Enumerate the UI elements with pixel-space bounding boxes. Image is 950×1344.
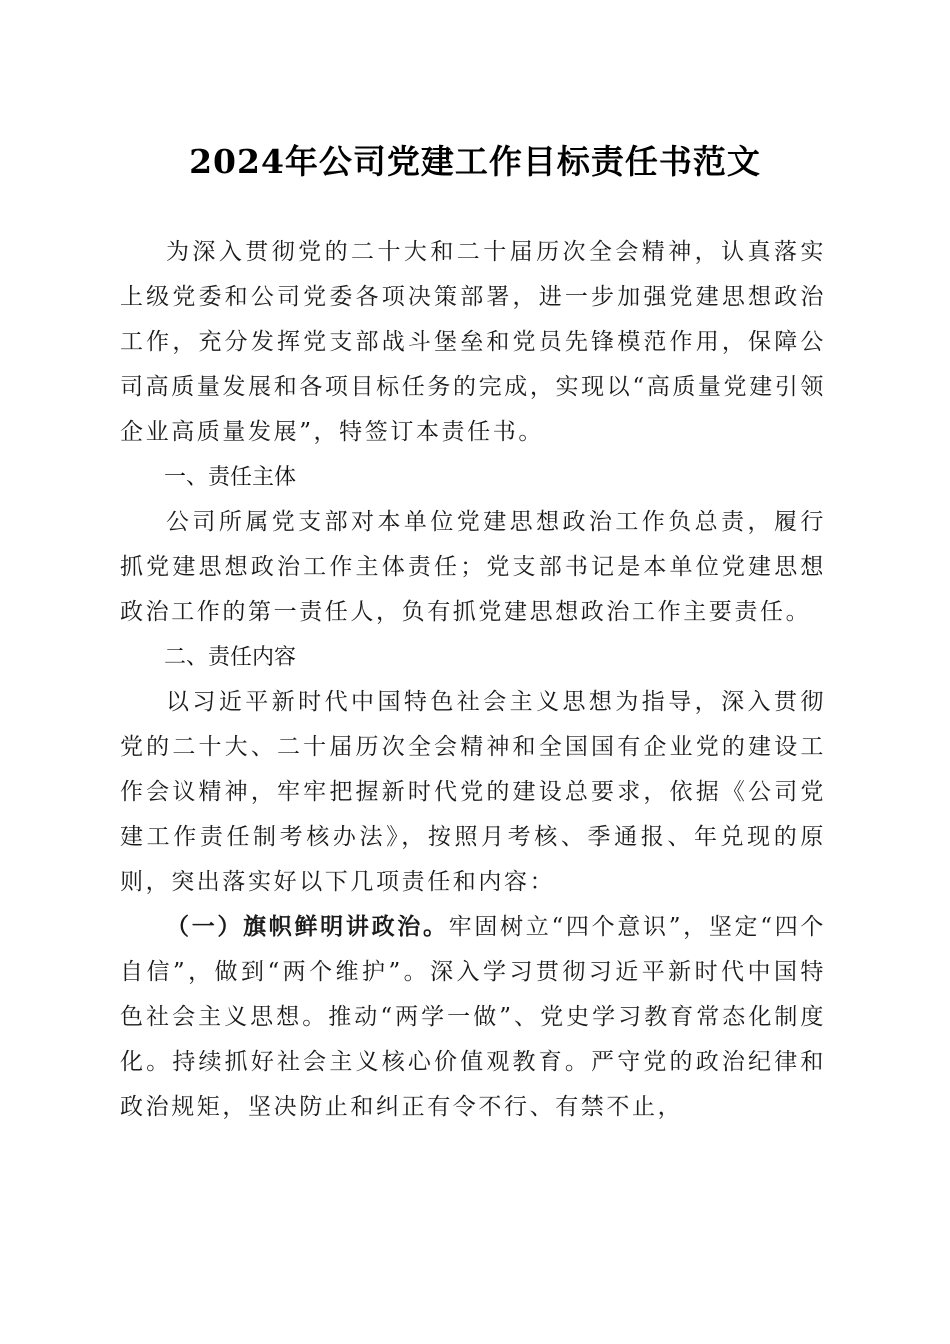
item-body-politics: 牢固树立“四个意识”，坚定“四个自信”，做到“两个维护”。深入学习贯彻习近平新时代中国特色社会主义思想。推动“两学一做”、党史学习教育常态化制度化。持续抓好社会主义核心价值观教育。严守党的政治纪律和政治规矩，坚决防止和纠正有令不行、有禁不止， <box>120 914 826 1120</box>
intro-paragraph: 为深入贯彻党的二十大和二十届历次全会精神，认真落实上级党委和公司党委各项决策部署，进一步加强党建思想政治工作，充分发挥党支部战斗堡垒和党员先锋模范作用，保障公司高质量发展和各项目标任务的完成，实现以“高质量党建引领企业高质量发展”，特签订本责任书。 <box>120 239 826 445</box>
section-paragraph-responsibility-content: 以习近平新时代中国特色社会主义思想为指导，深入贯彻党的二十大、二十届历次全会精神和全国国有企业党的建设工作会议精神，牢牢把握新时代党的建设总要求，依据《公司党建工作责任制考核办法》，按照月考核、季通报、年兑现的原则，突出落实好以下几项责任和内容： <box>120 689 826 895</box>
document-title: 2024年公司党建工作目标责任书范文 <box>189 142 761 181</box>
document-body <box>120 230 826 1130</box>
item-paragraph-politics <box>120 905 826 1130</box>
section-heading-responsibility-content: 二、责任内容 <box>164 645 297 670</box>
section-heading-responsibility-subject: 一、责任主体 <box>164 465 297 490</box>
item-heading-politics: （一）旗帜鲜明讲政治。 <box>166 914 449 940</box>
section-paragraph-responsibility-subject: 公司所属党支部对本单位党建思想政治工作负总责，履行抓党建思想政治工作主体责任；党支部书记是本单位党建思想政治工作的第一责任人，负有抓党建思想政治工作主要责任。 <box>120 509 826 625</box>
